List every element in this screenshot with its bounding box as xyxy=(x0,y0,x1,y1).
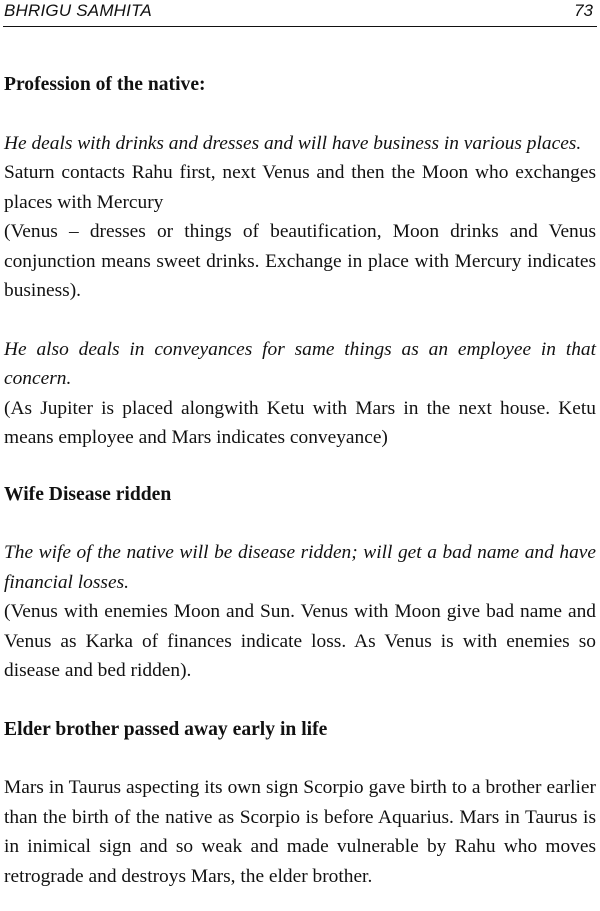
explanation-text: (As Jupiter is placed alongwith Ketu with Mars in the next house. Ketu means employee and Mars indicates conveyance) xyxy=(4,397,596,448)
explanation-text: (Venus with enemies Moon and Sun. Venus with Moon give bad name and Venus as Karka of finances indicate loss. As Venus is with enemies so disease and bed ridden). xyxy=(4,601,596,681)
prediction-text: He also deals in conveyances for same things as an employee in that concern. xyxy=(4,338,596,389)
prediction-text: The wife of the native will be disease ridden; will get a bad name and have financial losses. xyxy=(4,542,596,593)
explanation-text: Mars in Taurus aspecting its own sign Scorpio gave birth to a brother earlier than the birth of the native as Scorpio is before Aquarius. Mars in Taurus is in inimical sign and so weak and made vulnerable by Rahu who moves retrograde and destroys Mars, the elder brother. xyxy=(4,777,596,887)
page-body xyxy=(4,70,596,891)
section-heading-profession: Profession of the native: xyxy=(4,74,206,95)
explanation-text: (Venus – dresses or things of beautification, Moon drinks and Venus conjunction means sweet drinks. Exchange in place with Mercury indicates business). xyxy=(4,221,596,301)
section-heading-wife: Wife Disease ridden xyxy=(4,483,172,505)
explanation-text: Saturn contacts Rahu first, next Venus and then the Moon who exchanges places with Mercury xyxy=(4,162,596,213)
prediction-text: He deals with drinks and dresses and will have business in various places. xyxy=(4,132,582,154)
page-number: 73 xyxy=(574,1,593,20)
section-heading-elder-brother: Elder brother passed away early in life xyxy=(4,718,328,740)
book-title: BHRIGU SAMHITA xyxy=(4,1,152,20)
running-header xyxy=(3,0,597,27)
